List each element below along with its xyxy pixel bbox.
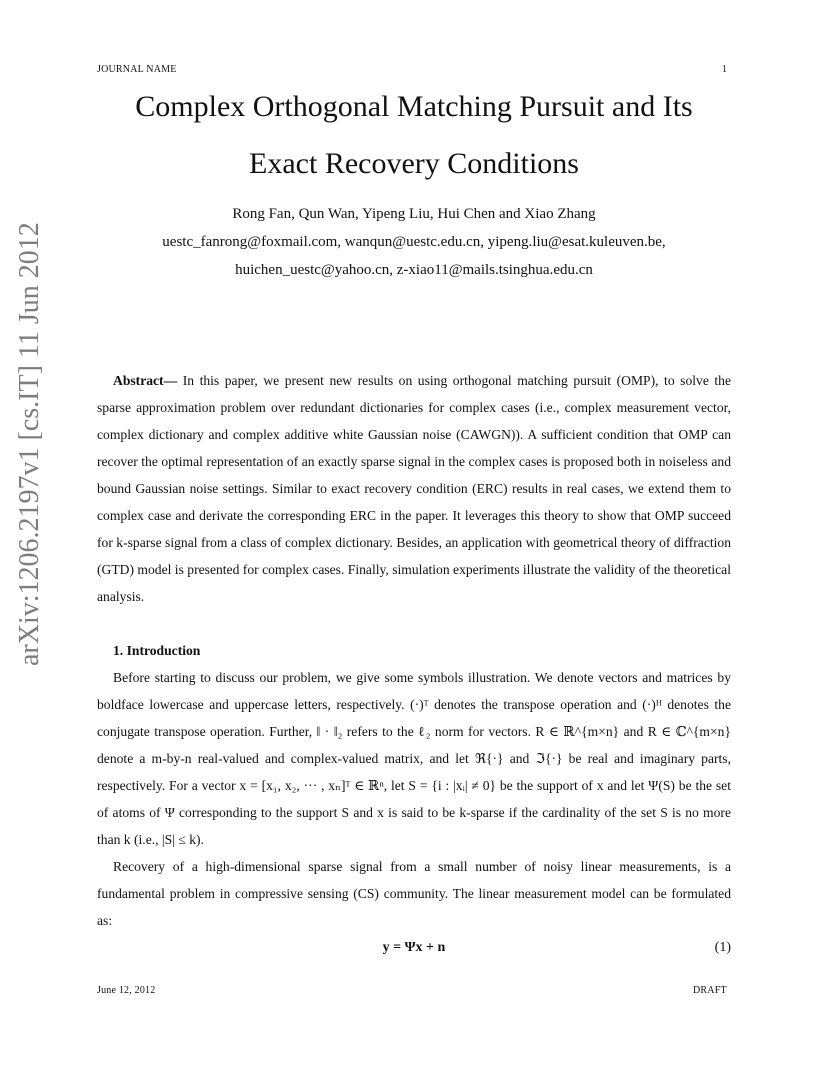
abstract-text: In this paper, we present new results on using orthogonal matching pursuit (OMP), to solve the sparse approximation problem over redundant dictionaries for complex cases (i.e., complex measurement vector, complex dictionary and complex additive white Gaussian noise (CAWGN)). A sufficient condition that OMP can recover the optimal representation of an exactly sparse signal in the complex cases is proposed both in noiseless and bound Gaussian noise settings. Similar to exact recovery condition (ERC) results in real cases, we extend them to complex case and derivate the corresponding ERC in the paper. It leverages this theory to show that OMP succeed for k-sparse signal from a class of complex dictionary. Besides, an application with geometrical theory of diffraction (GTD) model is presented for complex cases. Finally, simulation experiments illustrate the validity of the theoretical analysis. <box>97 373 731 604</box>
equation-number: (1) <box>714 940 731 955</box>
abstract-label: Abstract— <box>113 373 178 388</box>
author-emails-line-1: uestc_fanrong@foxmail.com, wanqun@uestc.edu.cn, yipeng.liu@esat.kuleuven.be, <box>162 234 666 250</box>
paper-title-line-1: Complex Orthogonal Matching Pursuit and Its <box>135 90 693 123</box>
journal-name: JOURNAL NAME <box>97 64 177 75</box>
footer-status: DRAFT <box>693 985 727 996</box>
author-names: Rong Fan, Qun Wan, Yipeng Liu, Hui Chen and Xiao Zhang <box>232 206 596 222</box>
equation-body: y = Ψx + n <box>382 940 446 955</box>
footer-date: June 12, 2012 <box>97 985 156 996</box>
page-number: 1 <box>722 64 728 75</box>
paper-title-line-2: Exact Recovery Conditions <box>249 147 579 180</box>
introduction-paragraph-2: Recovery of a high-dimensional sparse signal from a small number of noisy linear measurements, is a fundamental problem in compressive sensing (CS) community. The linear measurement model can be formulated as: <box>97 859 731 928</box>
author-emails-line-2: huichen_uestc@yahoo.cn, z-xiao11@mails.tsinghua.edu.cn <box>235 262 593 278</box>
arxiv-identifier: arXiv:1206.2197v1 [cs.IT] 11 Jun 2012 <box>14 222 45 666</box>
introduction-paragraph-1: Before starting to discuss our problem, we give some symbols illustration. We denote vectors and matrices by boldface lowercase and uppercase letters, respectively. (·)ᵀ denotes the transpose operation and (·)ᴴ denotes the conjugate transpose operation. Further, ‖ · ‖₂ refers to the ℓ₂ norm for vectors. R ∈ ℝ^{m×n} and R ∈ ℂ^{m×n} denote a m-by-n real-valued and complex-valued matrix, and let ℜ{·} and ℑ{·} be real and imaginary parts, respectively. For a vector x = [x₁, x₂, ··· , xₙ]ᵀ ∈ ℝⁿ, let S = {i : |xᵢ| ≠ 0} be the support of x and let Ψ(S) be the set of atoms of Ψ corresponding to the support S and x is said to be k-sparse if the cardinality of the set S is no more than k (i.e., |S| ≤ k). <box>97 670 731 847</box>
abstract <box>97 367 731 610</box>
section-heading: 1. Introduction <box>113 643 201 658</box>
introduction-section <box>97 637 731 934</box>
